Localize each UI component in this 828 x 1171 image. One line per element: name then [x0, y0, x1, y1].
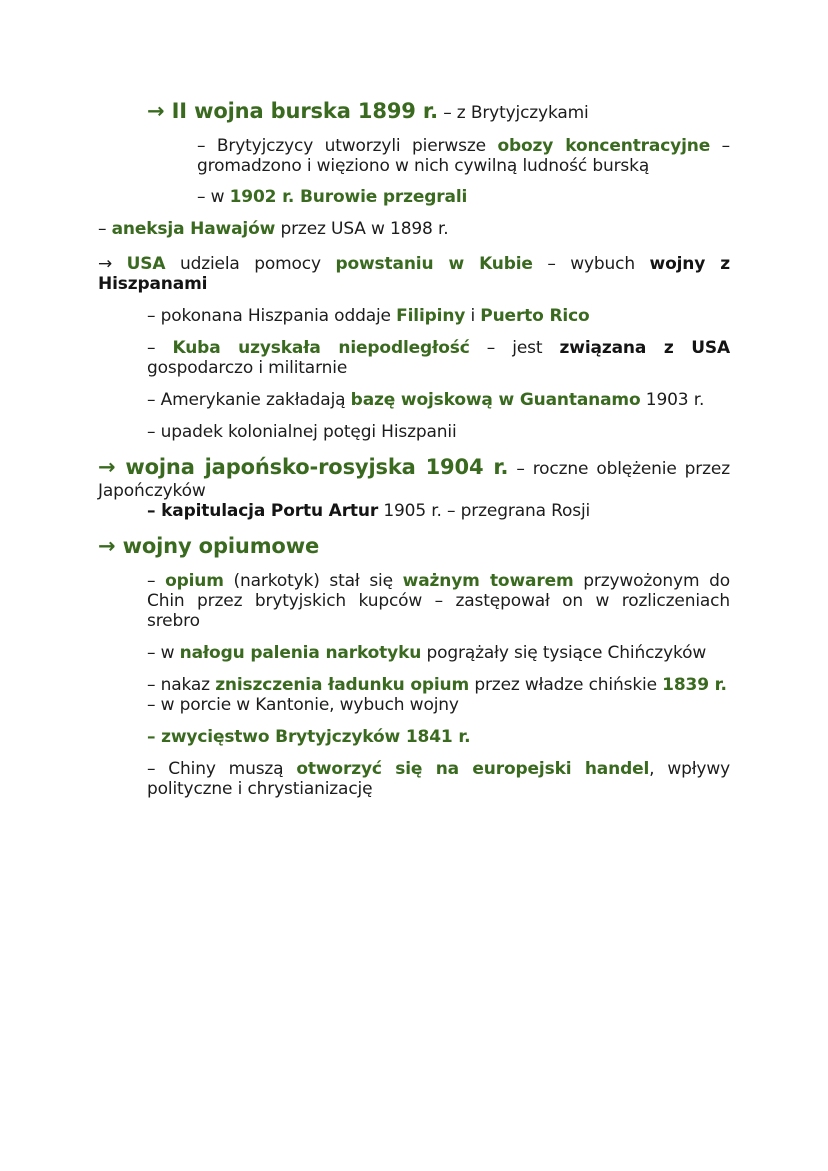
cuba-heading-line2: Hiszpanami: [98, 274, 208, 294]
opium-wars-heading: → wojny opiumowe: [98, 534, 320, 558]
opium-point-addiction: – w nałogu palenia narkotyku pogrążały się tysiące Chińczyków: [147, 643, 707, 663]
heading-boer-war: [147, 101, 589, 123]
opium-point-trade-line3: srebro: [147, 611, 200, 631]
cuba-point-decline: – upadek kolonialnej potęgi Hiszpanii: [147, 422, 457, 442]
cuba-point-philippines: – pokonana Hiszpania oddaje Filipiny i Puerto Rico: [147, 306, 590, 326]
opium-point-consequences-line2: polityczne i chrystianizację: [147, 779, 373, 799]
russo-japanese-heading-line2: Japończyków: [98, 481, 206, 501]
boer-point-defeat: – w 1902 r. Burowie przegrali: [197, 187, 468, 207]
opium-point-destruction-line2: – w porcie w Kantonie, wybuch wojny: [147, 695, 459, 715]
cuba-heading-line1: → USA udziela pomocy powstaniu w Kubie – wybuch wojny z: [98, 254, 730, 274]
russo-japanese-point-port-arthur: – kapitulacja Portu Artur 1905 r. – przegrana Rosji: [147, 501, 591, 521]
hawaii-annexation: – aneksja Hawajów przez USA w 1898 r.: [98, 219, 449, 239]
opium-point-destruction-line1: – nakaz zniszczenia ładunku opium przez władze chińskie 1839 r.: [147, 675, 727, 695]
opium-point-victory: – zwycięstwo Brytyjczyków 1841 r.: [147, 727, 471, 747]
opium-point-trade-line2: Chin przez brytyjskich kupców – zastępował on w rozliczeniach: [147, 591, 730, 611]
boer-point-camps-line2: gromadzono i więziono w nich cywilną ludność burską: [197, 156, 650, 176]
heading-boer-war-title: → II wojna burska 1899 r.: [147, 99, 438, 123]
cuba-point-independence-line2: gospodarczo i militarnie: [147, 358, 348, 378]
heading-boer-war-rest: – z Brytyjczykami: [437, 103, 589, 123]
boer-point-camps-line1: – Brytyjczycy utworzyli pierwsze obozy koncentracyjne –: [197, 136, 730, 156]
opium-point-trade-line1: – opium (narkotyk) stał się ważnym towarem przywożonym do: [147, 571, 730, 591]
opium-point-consequences-line1: – Chiny muszą otworzyć się na europejski handel, wpływy: [147, 759, 730, 779]
russo-japanese-heading-line1: → wojna japońsko-rosyjska 1904 r. – roczne oblężenie przez: [98, 455, 730, 479]
cuba-point-guantanamo: – Amerykanie zakładają bazę wojskową w Guantanamo 1903 r.: [147, 390, 705, 410]
cuba-point-independence-line1: – Kuba uzyskała niepodległość – jest związana z USA: [147, 338, 730, 358]
